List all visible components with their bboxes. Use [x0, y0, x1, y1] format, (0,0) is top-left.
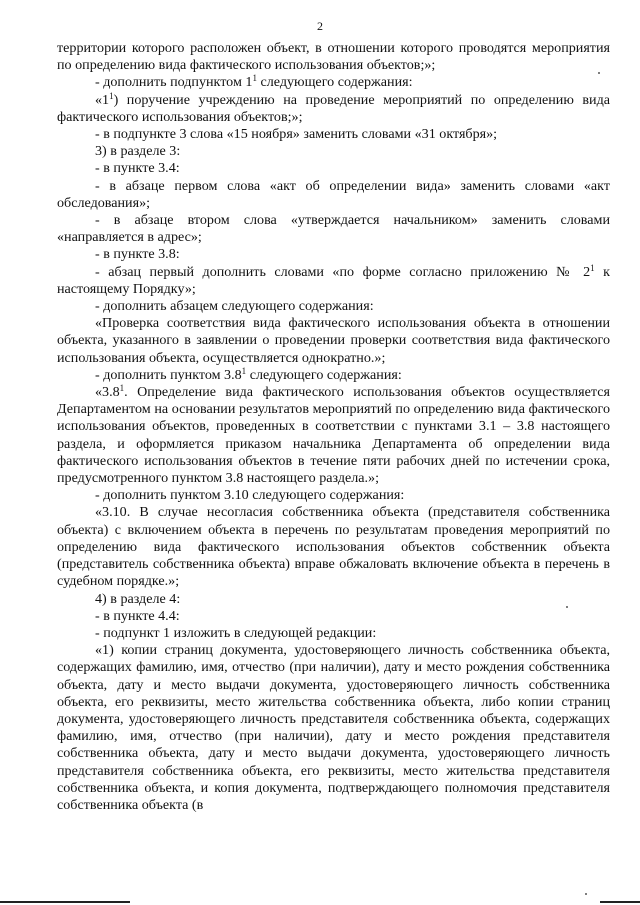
paragraph: 3) в разделе 3: — [95, 143, 181, 160]
paragraph: «1) копии страниц документа, удостоверяющего личность собственника объекта, содержащих фамилию, имя, отчество (при наличии), дату и место рождения собственника объекта, дату и место выдачи документа, удостоверяющего личность собственника объекта, его реквизиты, место жительства собственника объекта, либо копии страниц документа, удостоверяющего личность представителя собственника объекта, содержащих фамилию, имя, отчество (при наличии), дату и место рождения представителя собственника объекта, дату и место выдачи документа, удостоверяющего личность представителя собственника объекта, его реквизиты, место жительства представителя собственника объекта, и копия документа, подтверждающего полномочия представителя собственника объекта (в — [57, 642, 610, 813]
scan-edge-mark — [0, 901, 130, 903]
paragraph: «$3.8^1$. Определение вида фактического использования объектов осуществляется Департаментом на основании результатов мероприятий по определению вида фактического использования объектов, проведенных в соответствии с пунктами 3.1 – 3.8 настоящего раздела, и оформляется приказом начальника Департамента об определении вида фактического использования объектов в течение пяти рабочих дней по истечении срока, предусмотренного пунктом 3.8 настоящего раздела.»; — [57, 383, 610, 487]
paragraph: - дополнить пунктом $3.8^1$ следующего содержания: — [95, 365, 402, 383]
paragraph: - дополнить подпунктом $1^1$ следующего содержания: — [95, 73, 413, 91]
scan-speck — [585, 893, 587, 895]
scan-speck — [566, 606, 568, 608]
page-number: 2 — [317, 19, 323, 33]
paragraph: «$1^1$) поручение учреждению на проведение мероприятий по определению вида фактического использования объектов;»; — [57, 90, 610, 125]
paragraph: «3.10. В случае несогласия собственника объекта (представителя собственника объекта) с включением объекта в перечень по результатам проведения мероприятий по определению вида фактического использования объектов собственник объекта (представитель собственника объекта) вправе обжаловать включение объекта в перечень в судебном порядке.»; — [57, 504, 610, 590]
paragraph: - в абзаце втором слова «утверждается начальником» заменить словами «направляется в адрес»; — [57, 212, 610, 246]
paragraph: территории которого расположен объект, в отношении которого проводятся мероприятия по определению вида фактического использования объектов;»; — [57, 40, 610, 74]
paragraph: - подпункт 1 изложить в следующей редакции: — [95, 624, 377, 641]
paragraph: - дополнить пунктом 3.10 следующего содержания: — [95, 487, 405, 504]
paragraph: - в пункте 4.4: — [95, 607, 180, 624]
document-body — [57, 40, 610, 814]
paragraph: - в пункте 3.8: — [95, 246, 180, 263]
paragraph: «Проверка соответствия вида фактического использования объекта в отношении объекта, указанного в заявлении о проведении проверки соответствия вида фактического использования объекта, осуществляется однократно.»; — [57, 315, 610, 366]
paragraph: - абзац первый дополнить словами «по форме согласно приложению № $2^1$ к настоящему Порядку»; — [57, 262, 610, 297]
paragraph: - в абзаце первом слова «акт об определении вида» заменить словами «акт обследования»; — [57, 177, 610, 211]
scan-edge-mark — [600, 901, 640, 903]
scan-speck — [598, 72, 600, 74]
paragraph: - в пункте 3.4: — [95, 160, 180, 177]
paragraph: 4) в разделе 4: — [95, 590, 181, 607]
paragraph: - в подпункте 3 слова «15 ноября» заменить словами «31 октября»; — [95, 126, 498, 143]
paragraph: - дополнить абзацем следующего содержания: — [95, 298, 374, 315]
